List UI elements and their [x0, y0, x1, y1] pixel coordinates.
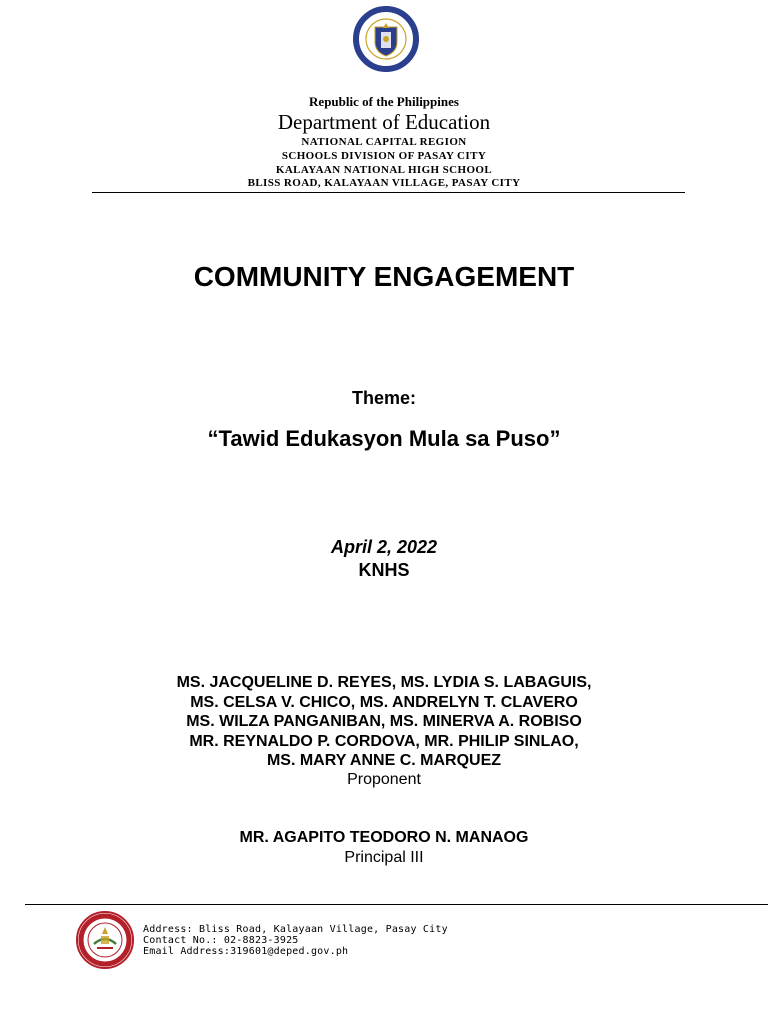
footer-email: Email Address:319601@deped.gov.ph	[143, 946, 349, 957]
principal-role: Principal III	[344, 849, 424, 866]
proponent-line: MR. REYNALDO P. CORDOVA, MR. PHILIP SINLAO,	[189, 732, 579, 750]
theme-text: “Tawid Edukasyon Mula sa Puso”	[207, 426, 561, 451]
division-line: SCHOOLS DIVISION OF PASAY CITY	[281, 150, 487, 162]
principal-name: MR. AGAPITO TEODORO N. MANAOG	[239, 829, 529, 846]
school-logo	[75, 910, 135, 970]
proponent-line: MS. WILZA PANGANIBAN, MS. MINERVA A. ROBISO	[186, 713, 582, 730]
footer-contact-number: Contact No.: 02-8823-3925	[143, 935, 299, 946]
footer-address: Address: Bliss Road, Kalayaan Village, Pasay City	[143, 924, 448, 935]
department-name: Department of Education	[277, 110, 491, 134]
footer-divider	[25, 904, 768, 905]
school-address: BLISS ROAD, KALAYAAN VILLAGE, PASAY CITY	[247, 177, 521, 189]
republic-line: Republic of the Philippines	[309, 94, 459, 109]
event-date: April 2, 2022	[330, 537, 438, 557]
proponent-line: MS. CELSA V. CHICO, MS. ANDRELYN T. CLAVERO	[190, 693, 578, 711]
deped-seal	[351, 6, 421, 72]
theme-label: Theme:	[351, 388, 416, 408]
document-title: COMMUNITY ENGAGEMENT	[193, 261, 575, 292]
event-venue: KNHS	[358, 560, 410, 580]
proponent-role: Proponent	[347, 771, 421, 788]
proponent-line: MS. MARY ANNE C. MARQUEZ	[266, 752, 502, 769]
proponent-list	[0, 673, 768, 771]
header-divider	[92, 192, 685, 193]
footer-contact	[143, 924, 448, 957]
region-line: NATIONAL CAPITAL REGION	[301, 136, 467, 148]
school-name: KALAYAAN NATIONAL HIGH SCHOOL	[275, 164, 493, 176]
proponent-line: MS. JACQUELINE D. REYES, MS. LYDIA S. LABAGUIS,	[176, 674, 592, 691]
